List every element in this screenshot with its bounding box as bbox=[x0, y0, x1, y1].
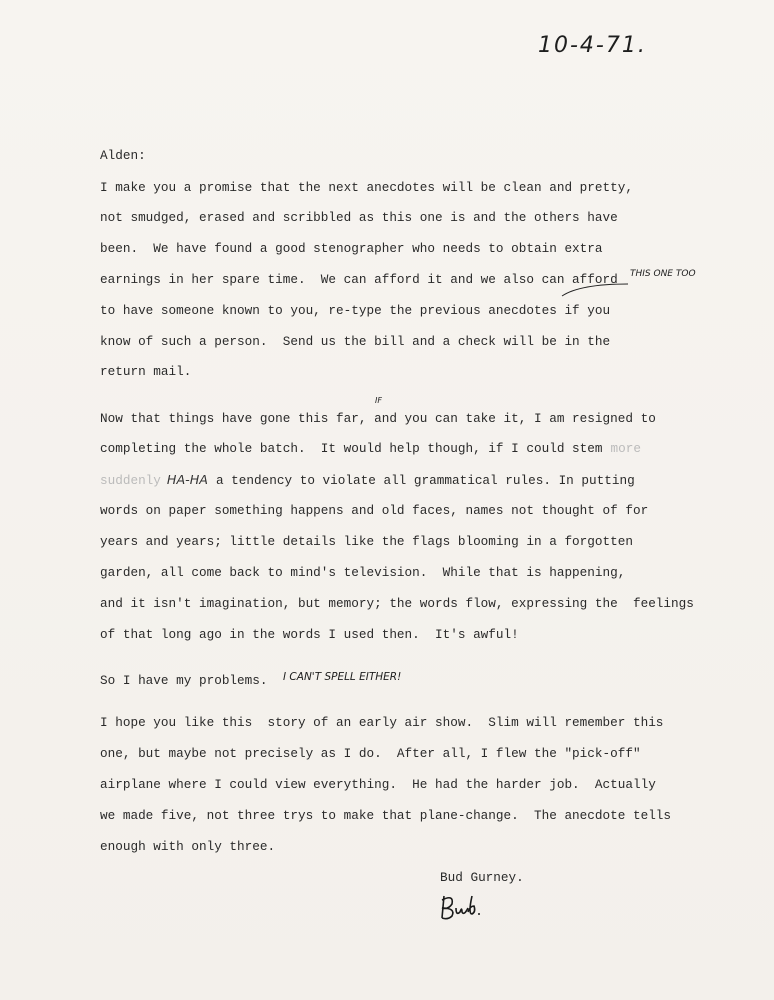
text-line: return mail. bbox=[100, 364, 192, 379]
handwritten-note-cant-spell: I CAN'T SPELL EITHER! bbox=[283, 671, 402, 683]
handwritten-date: 10-4-71. bbox=[538, 33, 647, 58]
text-line: we made five, not three trys to make that plane-change. The anecdote tells bbox=[100, 808, 672, 823]
text-line: earnings in her spare time. We can afford it and we also can afford bbox=[100, 272, 618, 287]
text-line: enough with only three. bbox=[100, 839, 276, 854]
handwritten-note-this-one-too: THIS ONE TOO bbox=[630, 269, 696, 279]
text-line: know of such a person. Send us the bill and a check will be in the bbox=[100, 334, 611, 349]
text-line: airplane where I could view everything. He had the harder job. Actually bbox=[100, 777, 656, 792]
text-line: one, but maybe not precisely as I do. After all, I flew the "pick-off" bbox=[100, 746, 641, 761]
text-line: been. We have found a good stenographer who needs to obtain extra bbox=[100, 241, 603, 256]
text-line: to have someone known to you, re-type the previous anecdotes if you bbox=[100, 303, 611, 318]
handwritten-if: IF bbox=[375, 396, 382, 405]
text-line: garden, all come back to mind's television. While that is happening, bbox=[100, 565, 626, 580]
erased-word: suddenly bbox=[100, 473, 161, 488]
text-line: I hope you like this story of an early air show. Slim will remember this bbox=[100, 715, 664, 730]
text-line: So I have my problems. bbox=[100, 673, 268, 688]
handwritten-ha-ha: HA-HA bbox=[166, 472, 208, 487]
text-line: years and years; little details like the flags blooming in a forgotten bbox=[100, 534, 633, 549]
text-line: I make you a promise that the next anecdotes will be clean and pretty, bbox=[100, 180, 633, 195]
erased-word: more bbox=[610, 441, 641, 456]
annotation-arrow bbox=[560, 282, 630, 298]
text-line-with-erasure bbox=[100, 472, 635, 489]
closing-name: Bud Gurney. bbox=[440, 870, 524, 885]
text-line: completing the whole batch. It would help though, if I could stem bbox=[100, 441, 603, 456]
signature bbox=[438, 892, 488, 922]
text-line: and it isn't imagination, but memory; the words flow, expressing the feelings bbox=[100, 596, 694, 611]
text-line: words on paper something happens and old faces, names not thought of for bbox=[100, 503, 649, 518]
text-line-with-erasure bbox=[100, 441, 641, 457]
text-line: of that long ago in the words I used then. It's awful! bbox=[100, 627, 519, 642]
salutation: Alden: bbox=[100, 148, 146, 163]
text-line: not smudged, erased and scribbled as this one is and the others have bbox=[100, 210, 618, 225]
text-line: a tendency to violate all grammatical rules. In putting bbox=[215, 473, 635, 488]
text-line: Now that things have gone this far, and you can take it, I am resigned to bbox=[100, 411, 656, 426]
